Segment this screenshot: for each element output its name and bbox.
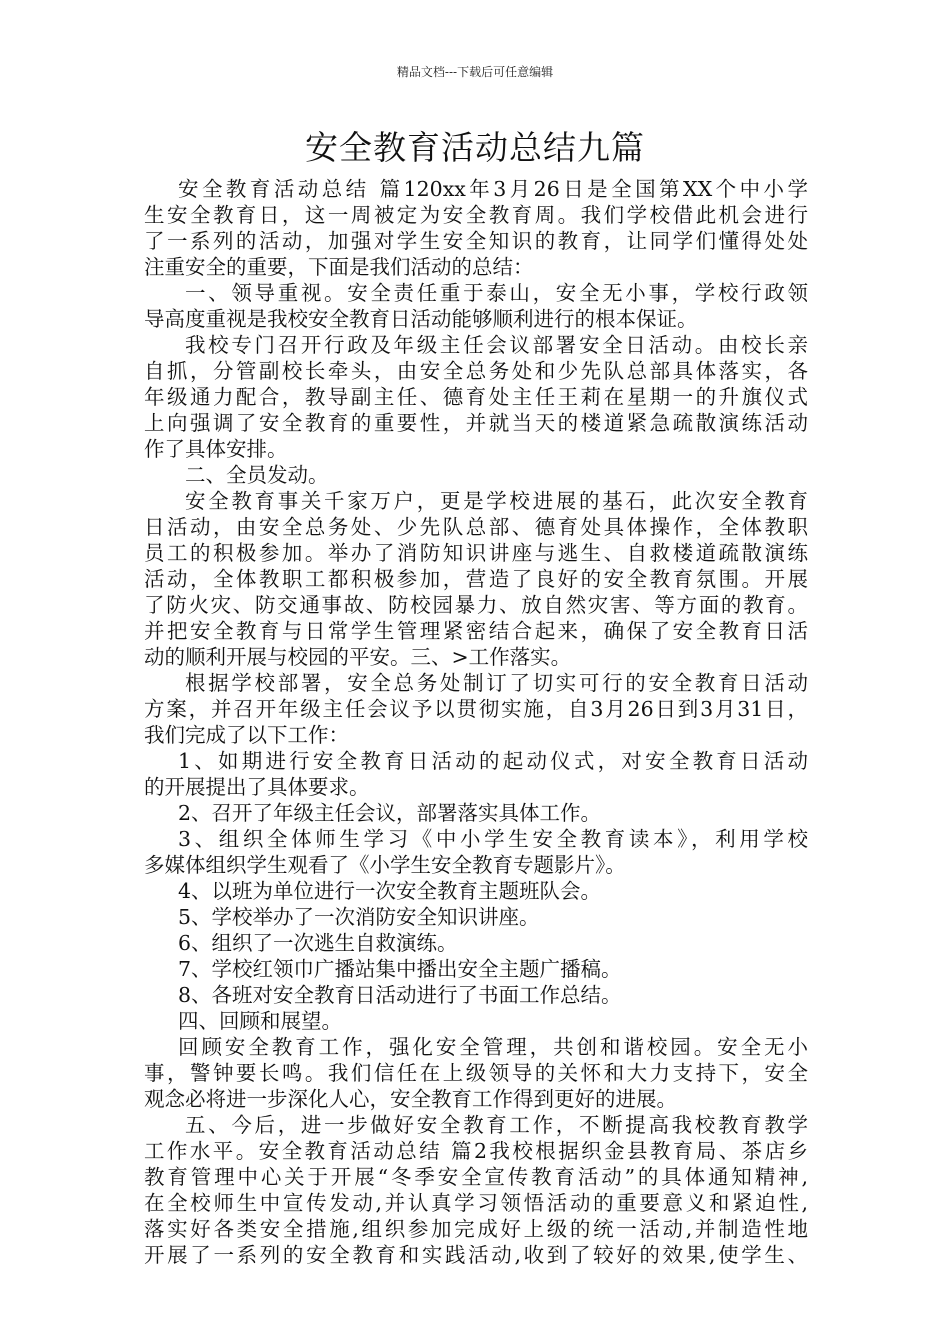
paragraph-line: 工作水平。安全教育活动总结 篇2我校根据织金县教育局、茶店乡: [144, 1139, 808, 1163]
paragraph-line: 日活动，由安全总务处、少先队总部、德育处具体操作，全体教职: [144, 515, 808, 539]
paragraph-line: 5、学校举办了一次消防安全知识讲座。: [178, 905, 540, 929]
paragraph-line: 观念必将进一步深化人心，安全教育工作得到更好的进展。: [144, 1087, 677, 1111]
paragraph-line: 动的顺利开展与校园的平安。三、>工作落实。: [144, 645, 572, 669]
paragraph-line: 二、全员发动。: [185, 463, 329, 487]
paragraph-line: 8、各班对安全教育日活动进行了书面工作总结。: [178, 983, 622, 1007]
paragraph-line: 多媒体组织学生观看了《小学生安全教育专题影片》。: [144, 853, 626, 877]
paragraph-line: 6、组织了一次逃生自救演练。: [178, 931, 458, 955]
paragraph-line: 了一系列的活动，加强对学生安全知识的教育，让同学们懂得处处: [144, 229, 808, 253]
paragraph-line: 在全校师生中宣传发动,并认真学习领悟活动的重要意义和紧迫性,: [144, 1191, 808, 1215]
paragraph-line: 2、召开了年级主任会议，部署落实具体工作。: [178, 801, 602, 825]
paragraph-line: 安全教育活动总结 篇120xx年3月26日是全国第XX个中小学: [178, 177, 808, 201]
paragraph-line: 教育管理中心关于开展“冬季安全宣传教育活动”的具体通知精神,: [144, 1165, 808, 1189]
paragraph-line: 3、组织全体师生学习《中小学生安全教育读本》，利用学校: [178, 827, 808, 851]
paragraph-line: 并把安全教育与日常学生管理紧密结合起来，确保了安全教育日活: [144, 619, 808, 643]
paragraph-line: 生安全教育日，这一周被定为安全教育周。我们学校借此机会进行: [144, 203, 808, 227]
paragraph-line: 导高度重视是我校安全教育日活动能够顺利进行的根本保证。: [144, 307, 698, 331]
paragraph-line: 我们完成了以下工作：: [144, 723, 349, 747]
paragraph-line: 自抓，分管副校长牵头，由安全总务处和少先队总部具体落实，各: [144, 359, 808, 383]
paragraph-line: 员工的积极参加。举办了消防知识讲座与逃生、自救楼道疏散演练: [144, 541, 808, 565]
paragraph-line: 回顾安全教育工作，强化安全管理，共创和谐校园。安全无小: [178, 1035, 808, 1059]
paragraph-line: 了防火灾、防交通事故、防校园暴力、放自然灾害、等方面的教育。: [144, 593, 808, 617]
paragraph-line: 年级通力配合，教导副主任、德育处主任王莉在星期一的升旗仪式: [144, 385, 808, 409]
paragraph-line: 的开展提出了具体要求。: [144, 775, 370, 799]
paragraph-line: 活动，全体教职工都积极参加，营造了良好的安全教育氛围。开展: [144, 567, 808, 591]
paragraph-line: 4、以班为单位进行一次安全教育主题班队会。: [178, 879, 602, 903]
paragraph-line: 安全教育事关千家万户，更是学校进展的基石，此次安全教育: [185, 489, 808, 513]
paragraph-line: 开展了一系列的安全教育和实践活动,收到了较好的效果,使学生、: [144, 1243, 808, 1267]
paragraph-line: 7、学校红领巾广播站集中播出安全主题广播稿。: [178, 957, 622, 981]
paragraph-line: 落实好各类安全措施,组织参加完成好上级的统一活动,并制造性地: [144, 1217, 808, 1241]
document-title: 安全教育活动总结九篇: [305, 128, 645, 167]
paragraph-line: 四、回顾和展望。: [178, 1009, 342, 1033]
paragraph-line: 根据学校部署，安全总务处制订了切实可行的安全教育日活动: [185, 671, 808, 695]
document-body: [144, 176, 808, 1268]
paragraph-line: 1、如期进行安全教育日活动的起动仪式，对安全教育日活动: [178, 749, 808, 773]
paragraph-line: 事，警钟要长鸣。我们信任在上级领导的关怀和大力支持下，安全: [144, 1061, 808, 1085]
paragraph-line: 上向强调了安全教育的重要性，并就当天的楼道紧急疏散演练活动: [144, 411, 808, 435]
page-header: 精品文档---下载后可任意编辑: [396, 65, 554, 79]
paragraph-line: 作了具体安排。: [144, 437, 288, 461]
paragraph-line: 我校专门召开行政及年级主任会议部署安全日活动。由校长亲: [185, 333, 808, 357]
paragraph-line: 方案，并召开年级主任会议予以贯彻实施，自3月26日到3月31日，: [144, 697, 808, 721]
paragraph-line: 注重安全的重要，下面是我们活动的总结：: [144, 255, 534, 279]
paragraph-line: 五、今后，进一步做好安全教育工作，不断提高我校教育教学: [185, 1113, 808, 1137]
paragraph-line: 一、领导重视。安全责任重于泰山，安全无小事，学校行政领: [185, 281, 808, 305]
